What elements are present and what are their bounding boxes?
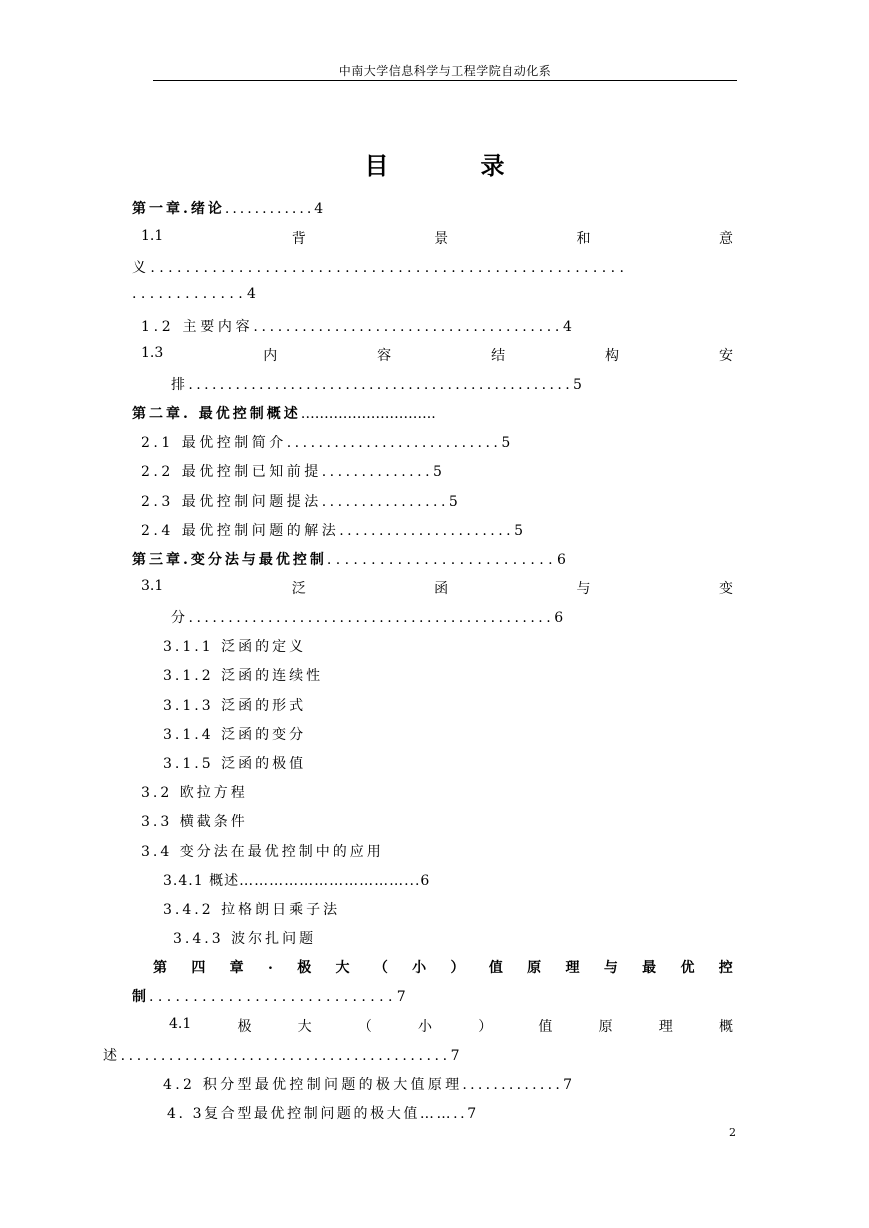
- chapter-2-dots: ………………………..: [300, 406, 436, 422]
- toc-entry-1-3-line2[interactable]: 排.................................................5: [171, 377, 586, 393]
- toc-entry-4-2[interactable]: 4.2 积分型最优控制问题的极大值原理.............7: [163, 1077, 576, 1093]
- entry-4-1-char: 极: [237, 1019, 252, 1035]
- chapter-4-title-char: 优: [680, 960, 695, 976]
- toc-entry-3-4-1[interactable]: 3.4.1 概述……………………………...6: [163, 873, 431, 889]
- title-char-left: 目: [364, 151, 389, 180]
- entry-4-1-char: 大: [297, 1019, 312, 1035]
- entry-3-1-char: 泛: [291, 581, 306, 597]
- chapter-4-title-char: 值: [488, 960, 503, 976]
- entry-1-3-char: 结: [491, 348, 506, 364]
- entry-4-1-char: ）: [478, 1019, 493, 1035]
- chapter-4-title-char: 小: [412, 960, 427, 976]
- toc-entry-2-4[interactable]: 2.4 最优控制问题的解法......................5: [141, 523, 527, 539]
- entry-1-3-char: 构: [605, 348, 620, 364]
- entry-1-1-number: 1.1: [141, 228, 164, 244]
- toc-entry-3-4[interactable]: 3.4 变分法在最优控制中的应用: [141, 844, 384, 860]
- chapter-4-title-char: 第: [153, 960, 167, 976]
- chapter-3-title: 第三章.变分法与最优控制: [132, 552, 327, 568]
- toc-entry-3-2[interactable]: 3.2 欧拉方程: [141, 785, 248, 801]
- entry-1-1-char: 景: [434, 231, 449, 247]
- toc-entry-3-1-1[interactable]: 3.1.1 泛函的定义: [163, 639, 307, 655]
- chapter-4-title-char: 理: [565, 960, 580, 976]
- chapter-4-title-char: ）: [450, 960, 465, 976]
- entry-4-1-char: 原: [598, 1019, 613, 1035]
- toc-entry-3-1-4[interactable]: 3.1.4 泛函的变分: [163, 727, 307, 743]
- toc-entry-4-3[interactable]: 4. 3复合型最优控制问题的极大值……..7: [167, 1106, 479, 1122]
- chapter-4-title-char: .: [267, 957, 273, 973]
- entry-3-1-char: 与: [576, 581, 591, 597]
- chapter-4-title-char: 与: [603, 960, 618, 976]
- toc-entry-2-2[interactable]: 2.2 最优控制已知前提..............5: [141, 464, 446, 480]
- toc-entry-3-1-2[interactable]: 3.1.2 泛函的连续性: [163, 668, 324, 684]
- chapter-4-dots: ............................7: [149, 989, 411, 1005]
- toc-entry-chapter-1[interactable]: [132, 198, 326, 218]
- page-header: 中南大学信息科学与工程学院自动化系: [338, 64, 552, 78]
- chapter-2-title: 第二章. 最优控制概述: [132, 406, 301, 422]
- chapter-3-dots: ..........................6: [326, 552, 571, 568]
- toc-title: [0, 146, 869, 181]
- title-char-right: 录: [480, 151, 505, 180]
- toc-entry-3-1-3[interactable]: 3.1.3 泛函的形式: [163, 698, 307, 714]
- chapter-4-title-char: 章: [229, 960, 244, 976]
- toc-entry-chapter-3[interactable]: [132, 549, 570, 569]
- toc-entry-3-1[interactable]: [141, 578, 733, 598]
- entry-1-1-char: 和: [576, 231, 591, 247]
- toc-entry-1-2[interactable]: 1.2 主要内容......................................4: [141, 319, 576, 335]
- toc-entry-1-1[interactable]: [141, 228, 733, 248]
- chapter-4-title-char: 四: [191, 960, 206, 976]
- chapter-4-title-end: 制: [132, 989, 149, 1005]
- toc-entry-4-1-line2[interactable]: 述.........................................7: [103, 1048, 464, 1064]
- toc-entry-2-3[interactable]: 2.3 最优控制问题提法................5: [141, 494, 462, 510]
- entry-3-1-number: 3.1: [141, 578, 164, 594]
- toc-entry-1-3[interactable]: [141, 345, 733, 365]
- toc-entry-2-1[interactable]: 2.1 最优控制简介...........................5: [141, 435, 514, 451]
- entry-4-1-char: （: [357, 1019, 372, 1035]
- entry-1-1-char: 背: [291, 231, 306, 247]
- entry-4-1-char: 值: [538, 1019, 553, 1035]
- header-rule: [153, 80, 737, 81]
- chapter-4-title-char: （: [373, 960, 388, 976]
- toc-entry-3-4-3[interactable]: 3.4.3 波尔扎问题: [173, 931, 317, 947]
- chapter-4-title-char: 原: [527, 960, 542, 976]
- entry-1-3-char: 内: [263, 348, 278, 364]
- toc-entry-3-1-line2[interactable]: 分..............................................6: [171, 610, 567, 626]
- entry-1-3-char: 容: [377, 348, 392, 364]
- chapter-4-title-char: 极: [297, 960, 312, 976]
- toc-entry-1-1-line3[interactable]: .............4: [132, 286, 261, 302]
- chapter-4-title-char: 最: [642, 960, 657, 976]
- toc-entry-chapter-4-line2[interactable]: [132, 986, 410, 1006]
- entry-4-1-char: 概: [718, 1019, 733, 1035]
- toc-entry-chapter-2[interactable]: [132, 403, 436, 423]
- toc-entry-4-1[interactable]: [169, 1016, 733, 1036]
- entry-3-1-char: 函: [434, 581, 449, 597]
- chapter-4-title-char: 控: [718, 960, 733, 976]
- entry-1-3-char: 安: [718, 348, 733, 364]
- toc-entry-3-3[interactable]: 3.3 横截条件: [141, 814, 248, 830]
- entry-3-1-char: 变: [718, 581, 733, 597]
- page-number: 2: [729, 1126, 736, 1139]
- entry-1-3-number: 1.3: [141, 345, 164, 361]
- chapter-1-dots: ............4: [224, 201, 327, 217]
- chapter-1-title: 第一章.绪论: [132, 201, 225, 217]
- entry-1-1-char: 意: [718, 231, 733, 247]
- chapter-4-title-char: 大: [335, 960, 350, 976]
- toc-entry-1-1-line2[interactable]: 义......................................................: [132, 260, 629, 276]
- toc-entry-3-4-2[interactable]: 3.4.2 拉格朗日乘子法: [163, 902, 341, 918]
- entry-4-1-char: 理: [658, 1019, 673, 1035]
- entry-4-1-char: 小: [418, 1019, 433, 1035]
- toc-entry-3-1-5[interactable]: 3.1.5 泛函的极值: [163, 756, 307, 772]
- toc-entry-chapter-4[interactable]: [153, 957, 733, 977]
- entry-4-1-char: 4.1: [169, 1016, 192, 1032]
